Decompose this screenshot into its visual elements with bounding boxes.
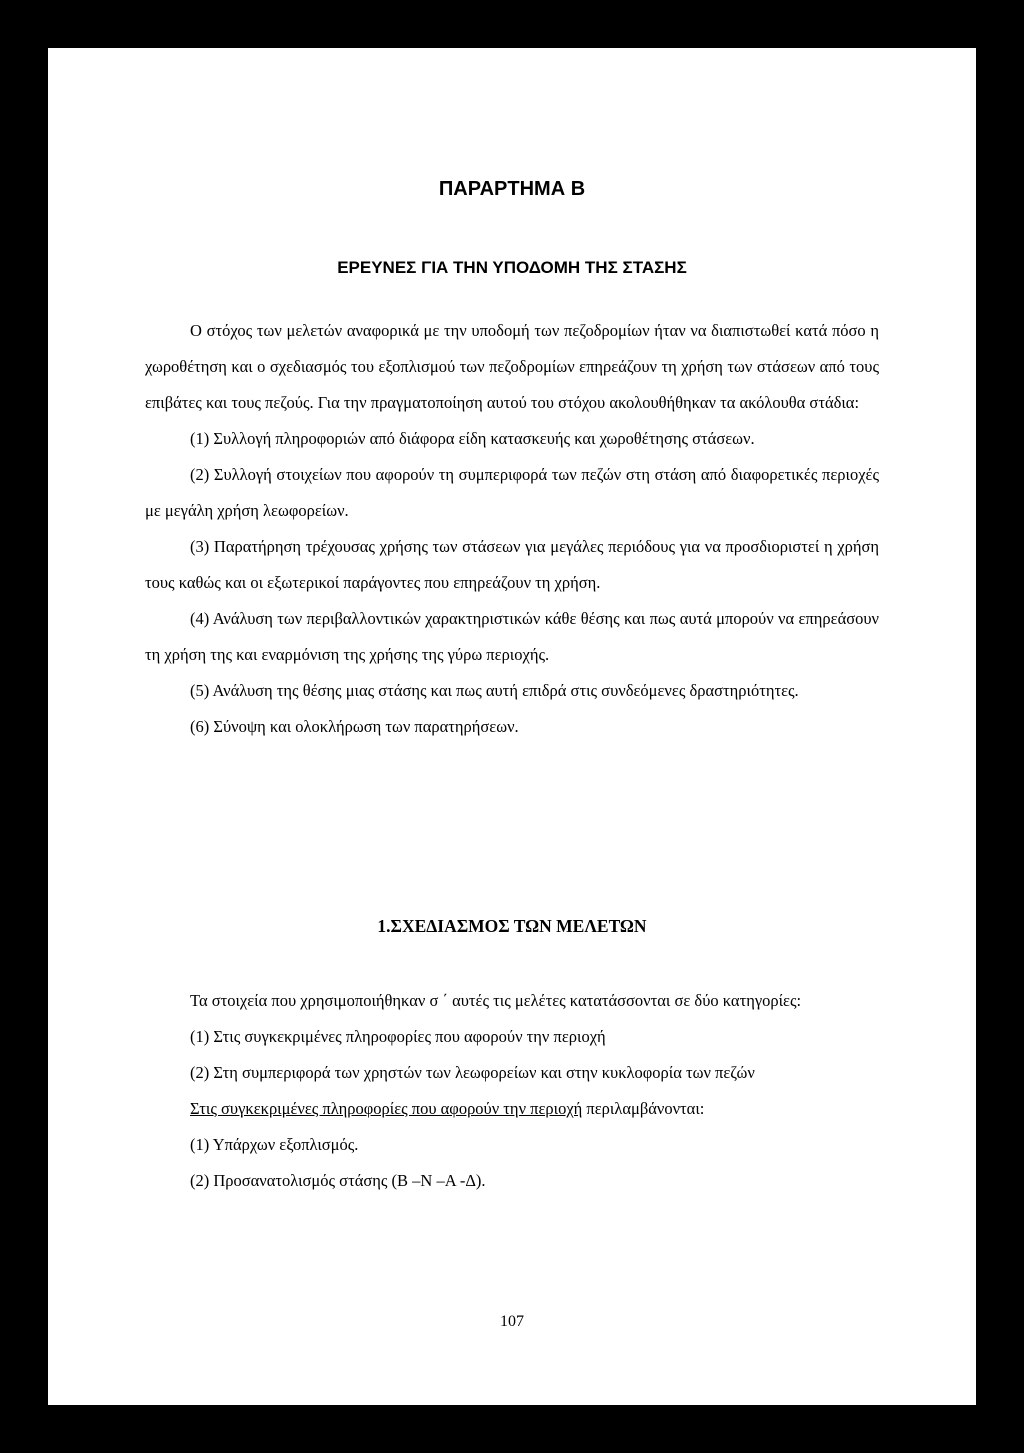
stage-item: (3) Παρατήρηση τρέχουσας χρήσης των στάσεων για μεγάλες περιόδους για να προσδιοριστεί η χρήση τους καθώς και οι εξωτερικοί παράγοντες που επηρεάζουν τη χρήση.: [145, 537, 879, 592]
intro-section: [145, 313, 879, 745]
stage-item: (1) Συλλογή πληροφοριών από διάφορα είδη κατασκευής και χωροθέτησης στάσεων.: [190, 429, 755, 448]
appendix-subtitle: ΕΡΕΥΝΕΣ ΓΙΑ ΤΗΝ ΥΠΟΔΟΜΗ ΤΗΣ ΣΤΑΣΗΣ: [337, 258, 687, 277]
intro-paragraph: Ο στόχος των μελετών αναφορικά με την υποδομή των πεζοδρομίων ήταν να διαπιστωθεί κατά πόσο η χωροθέτηση και ο σχεδιασμός του εξοπλισμού των πεζοδρομίων επηρεάζουν τη χρήση των στάσεων από τους επιβάτες και τους πεζούς. Για την πραγματοποίηση αυτού του στόχου ακολουθήθηκαν τα ακόλουθα στάδια:: [145, 321, 879, 412]
specific-info-label: Στις συγκεκριμένες πληροφορίες που αφορούν την περιοχή: [190, 1099, 583, 1118]
specific-info-suffix: περιλαμβάνονται:: [582, 1099, 705, 1118]
category-item: (2) Στη συμπεριφορά των χρηστών των λεωφορείων και στην κυκλοφορία των πεζών: [190, 1063, 755, 1082]
page-number: 107: [500, 1313, 524, 1330]
category-item: (1) Στις συγκεκριμένες πληροφορίες που αφορούν την περιοχή: [190, 1027, 606, 1046]
section1-body: [145, 983, 879, 1199]
specific-item: (1) Υπάρχων εξοπλισμός.: [190, 1135, 359, 1154]
stage-item: (5) Ανάλυση της θέσης μιας στάσης και πως αυτή επιδρά στις συνδεόμενες δραστηριότητες.: [190, 681, 799, 700]
stage-item: (6) Σύνοψη και ολοκλήρωση των παρατηρήσεων.: [190, 717, 519, 736]
document-page: [48, 48, 976, 1405]
section-heading: 1.ΣΧΕΔΙΑΣΜΟΣ ΤΩΝ ΜΕΛΕΤΩΝ: [377, 916, 647, 936]
specific-item: (2) Προσανατολισμός στάσης (Β –Ν –Α -Δ).: [190, 1171, 486, 1190]
stage-item: (4) Ανάλυση των περιβαλλοντικών χαρακτηριστικών κάθε θέσης και πως αυτά μπορούν να επηρεάσουν τη χρήση της και εναρμόνιση της χρήσης της γύρω περιοχής.: [145, 609, 879, 664]
section1-paragraph: Τα στοιχεία που χρησιμοποιήθηκαν σ ΄ αυτές τις μελέτες κατατάσσονται σε δύο κατηγορίες:: [190, 991, 802, 1010]
appendix-title: ΠΑΡΑΡΤΗΜΑ Β: [438, 178, 586, 200]
specific-info-line: [145, 1091, 879, 1127]
stage-item: (2) Συλλογή στοιχείων που αφορούν τη συμπεριφορά των πεζών στη στάση από διαφορετικές περιοχές με μεγάλη χρήση λεωφορείων.: [145, 465, 879, 520]
